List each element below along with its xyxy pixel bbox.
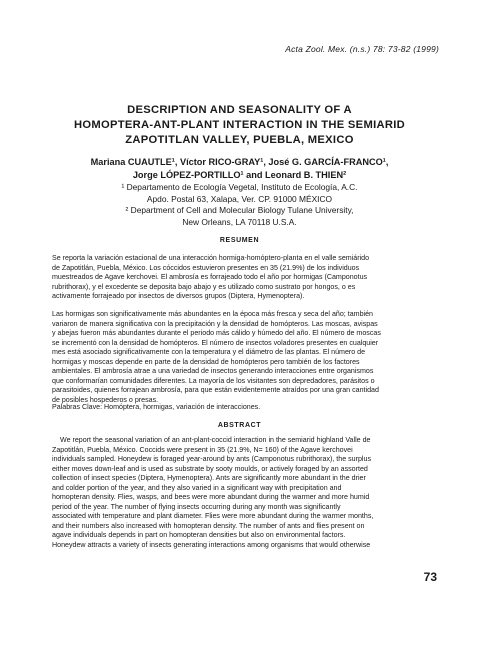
resumen-paragraph-1 <box>52 254 437 302</box>
text-line: Zapotitlán, Puebla, México. Coccids were present in 35 (21.9%, N= 160) of the Agave kerchovei <box>52 445 353 454</box>
text-line: individuals sampled. Honeydew is foraged year-around by ants (Camponotus rubrithorax), the surplus <box>52 455 371 463</box>
text-line: and their numbers also increased with homopteran density. The number of ants and flies present on <box>52 521 365 530</box>
text-line: agave individuals depends in part on homopteran densities but also on environmental factors. <box>52 531 346 539</box>
text-line: se incrementó con la densidad de homópteros. El número de insectos voladores presentes en cualquier <box>52 338 379 347</box>
author-list <box>40 156 439 182</box>
text-line: collection of insect species (Diptera, Hymenoptera). Ants are significantly more abundant in the drier <box>52 474 366 482</box>
author-line: Mariana CUAUTLE¹, Víctor RICO-GRAY¹, José G. GARCÍA-FRANCO¹, <box>90 157 389 167</box>
affiliation-line: ² Department of Cell and Molecular Biology Tulane University, <box>125 205 354 216</box>
text-line: ambientales. El ambrosía atrae a una variedad de insectos generando interacciones entre organismos <box>52 367 374 375</box>
text-line: que conformarían comunidades diferentes. La mayoría de los visitantes son depredadores, parásitos o <box>52 376 375 385</box>
resumen-heading: RESUMEN <box>219 237 260 244</box>
journal-citation: Acta Zool. Mex. (n.s.) 78: 73-82 (1999) <box>285 44 439 54</box>
page-number: 73 <box>423 570 437 584</box>
text-line: variaron de manera significativa con la precipitación y la densidad de homópteros. Las moscas, avispas <box>52 319 378 328</box>
title-line: DESCRIPTION AND SEASONALITY OF A <box>127 104 352 116</box>
text-line: period of the year. The number of flying insects occurring during any month was significantly <box>52 502 341 511</box>
paper-title <box>40 103 439 148</box>
keywords-line <box>52 403 437 413</box>
affiliation-line: New Orleans, LA 70118 U.S.A. <box>182 216 297 227</box>
text-line: muestreados de Agave kerchovei. El ambrosía es forrajeado todo el año por hormigas (Camponotus <box>52 273 368 281</box>
text-line: Honeydew attracts a variety of insects generating interactions among organisms that would otherwise <box>52 540 371 549</box>
text-line: We report the seasonal variation of an ant-plant-coccid interaction in the semiarid highland Valle de <box>60 436 371 444</box>
author-line: Jorge LÓPEZ-PORTILLO¹ and Leonard B. THIEN² <box>132 170 347 180</box>
text-line: and colder portion of the year, and they also varied in a significant way with precipitation and <box>52 483 342 492</box>
text-line: rubrithorax), y el excedente se deposita bajo abajo y es utilizado como sustrato por hongos, o es <box>52 282 356 291</box>
text-line: either moves down-leaf and is used as substrate by sooty moulds, or actively foraged by an assorted <box>52 464 368 473</box>
abstract-heading: ABSTRACT <box>217 422 262 429</box>
text-line: Las hormigas son significativamente más abundantes en la época más fresca y seca del año; también <box>52 310 373 318</box>
title-line: ZAPOTITLAN VALLEY, PUEBLA, MEXICO <box>125 134 354 146</box>
affiliations <box>40 182 439 228</box>
text-line: homopteran density. Flies, wasps, and bees were more abundant during the warmer and more humid <box>52 493 370 501</box>
text-line: de posibles hospederos o presas. <box>52 395 159 404</box>
affiliation-line: Apdo. Postal 63, Xalapa, Ver. CP. 91000 MÉXICO <box>146 193 333 204</box>
text-line: hormigas y moscas depende en parte de la densidad de homópteros pero también de los factores <box>52 357 360 366</box>
text-line: activamente forrajeado por insectos de diversos grupos (Diptera, Hymenoptera). <box>52 292 305 300</box>
text-line: de Zapotitlán, Puebla, México. Los cóccidos estuvieron presentes en 35 (21.9%) de los individuos <box>52 263 360 272</box>
abstract-paragraph <box>52 436 437 550</box>
text-line: associated with temperature and plant diameter. Flies were more abundant during the warmer months, <box>52 512 374 520</box>
title-line: HOMOPTERA-ANT-PLANT INTERACTION IN THE SEMIARID <box>73 119 406 131</box>
affiliation-line: ¹ Departamento de Ecología Vegetal, Instituto de Ecología, A.C. <box>121 182 358 192</box>
text-line: Se reporta la variación estacional de una interacción hormiga-homóptero-planta en el valle semiárido <box>52 254 370 262</box>
text-line: mes está asociado significativamente con la temperatura y el diámetro de las plantas. El número de <box>52 348 366 356</box>
keywords-text: Palabras Clave: Homóptera, hormigas, variación de interacciones. <box>52 403 261 411</box>
resumen-paragraph-2 <box>52 310 437 405</box>
text-line: y abejas fueron más abundantes durante el periodo más cálido y húmedo del año. El número de moscas <box>52 329 381 337</box>
text-line: parasitoides, quienes forrajean ambrosía, para que están evidentemente atraídos por una gran cantidad <box>52 386 379 394</box>
